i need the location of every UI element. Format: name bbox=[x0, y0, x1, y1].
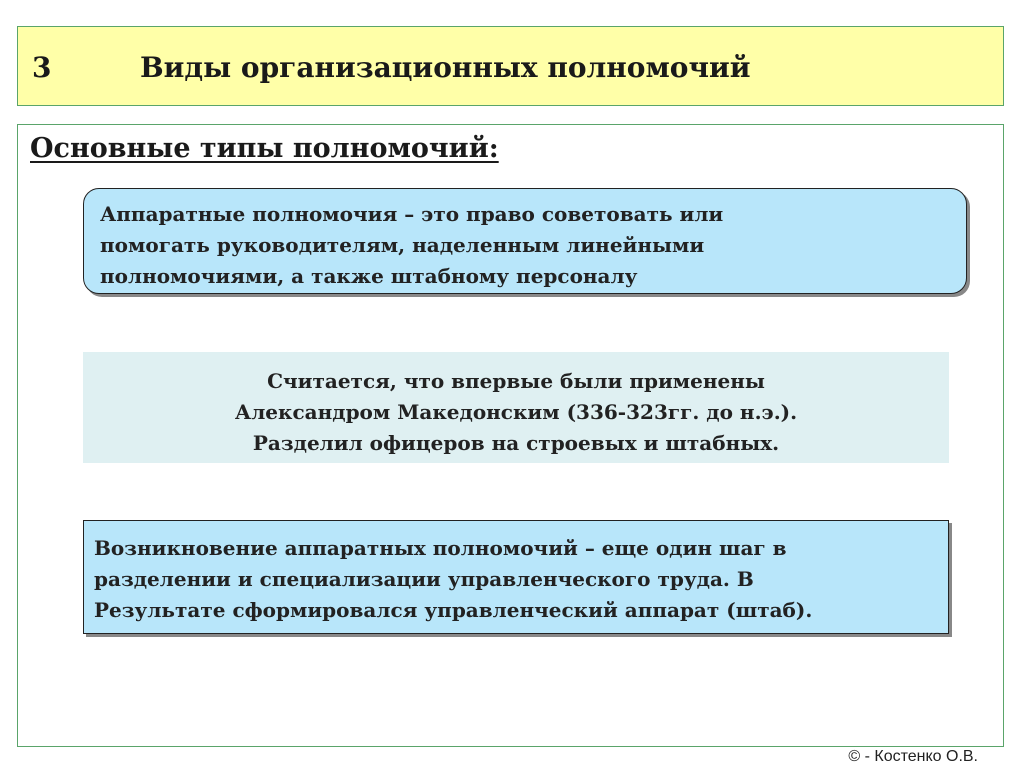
history-box bbox=[83, 352, 949, 463]
origin-line: Возникновение аппаратных полномочий – еще один шаг в bbox=[94, 536, 787, 560]
origin-line: разделении и специализации управленческого труда. В bbox=[94, 567, 754, 591]
slide-content bbox=[17, 124, 1004, 747]
history-line: Считается, что впервые были применены bbox=[267, 369, 765, 393]
origin-box bbox=[83, 520, 949, 634]
origin-line: Результате сформировался управленческий аппарат (штаб). bbox=[94, 598, 813, 622]
section-number: 3 bbox=[32, 51, 52, 84]
slide-title: Виды организационных полномочий bbox=[140, 51, 751, 84]
definition-box bbox=[83, 188, 967, 294]
history-line: Александром Македонским (336-323гг. до н.э.). bbox=[234, 400, 798, 424]
definition-line: полномочиями, а также штабному персоналу bbox=[100, 264, 638, 288]
slide-header bbox=[17, 26, 1004, 106]
section-subtitle: Основные типы полномочий: bbox=[30, 133, 499, 164]
copyright-footer: © - Костенко О.В. bbox=[848, 748, 978, 765]
definition-line: помогать руководителям, наделенным линейными bbox=[100, 233, 705, 257]
definition-line: Аппаратные полномочия – это право советовать или bbox=[100, 202, 724, 226]
history-line: Разделил офицеров на строевых и штабных. bbox=[252, 431, 780, 455]
